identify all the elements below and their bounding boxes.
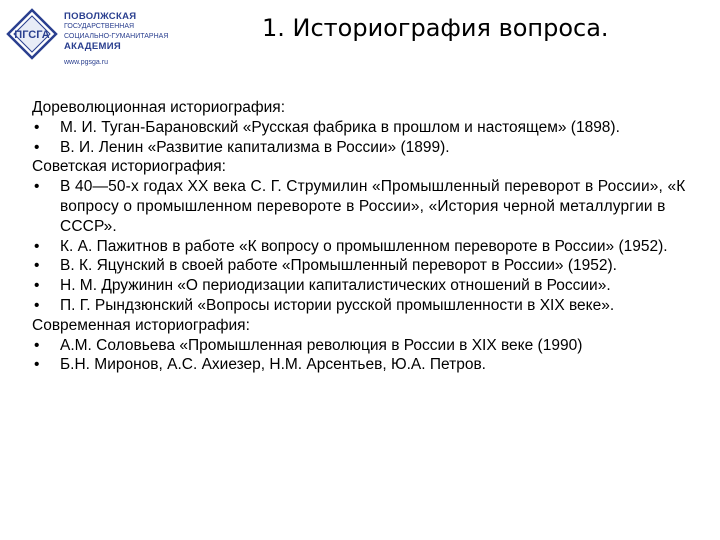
- logo-abbr: ПГСГА: [14, 29, 50, 41]
- bullet-icon: •: [34, 178, 40, 196]
- bullet-icon: •: [34, 118, 40, 136]
- bullet-icon: •: [34, 336, 40, 354]
- list-item: • Б.Н. Миронов, А.С. Ахиезер, Н.М. Арсентьев, Ю.А. Петров.: [34, 356, 486, 374]
- academy-logo: [6, 6, 169, 66]
- logo-url: www.pgsga.ru: [64, 59, 108, 66]
- bullet-icon: •: [34, 237, 40, 255]
- list-item: • Н. М. Дружинин «О периодизации капиталистических отношений в России».: [34, 277, 611, 295]
- logo-line-4: АКАДЕМИЯ: [64, 41, 121, 52]
- list-item: • В 40—50-х годах XX века С. Г. Струмилин «Промышленный переворот в России», «К вопросу о промышленном перевороте в России», «История черной металлургии в СССР».: [34, 178, 686, 235]
- bullet-icon: •: [34, 356, 40, 374]
- logo-line-3: СОЦИАЛЬНО-ГУМАНИТАРНАЯ: [64, 33, 169, 40]
- bullet-icon: •: [34, 257, 40, 275]
- list-item: • В. К. Яцунский в своей работе «Промышленный переворот в России» (1952).: [34, 257, 617, 275]
- bullet-icon: •: [34, 138, 40, 156]
- bullet-icon: •: [34, 296, 40, 314]
- list-item: • А.М. Соловьева «Промышленная революция в России в XIX веке (1990): [34, 336, 583, 354]
- section-heading-soviet: Советская историография:: [32, 158, 226, 176]
- academy-emblem-icon: [6, 8, 58, 60]
- logo-line-2: ГОСУДАРСТВЕННАЯ: [64, 23, 135, 30]
- section-heading-prerevolutionary: Дореволюционная историография:: [32, 99, 286, 116]
- section-heading-modern: Современная историография:: [32, 316, 250, 334]
- list-item: • К. А. Пажитнов в работе «К вопросу о промышленном перевороте в России» (1952).: [34, 237, 668, 255]
- logo-line-1: ПОВОЛЖСКАЯ: [64, 11, 137, 22]
- list-item: • М. И. Туган-Барановский «Русская фабрика в прошлом и настоящем» (1898).: [34, 118, 620, 136]
- list-item: • П. Г. Рындзюнский «Вопросы истории русской промышленности в XIX веке».: [34, 296, 615, 314]
- slide-content: [32, 98, 714, 375]
- slide-title: 1. Историография вопроса.: [262, 14, 609, 42]
- list-item: • В. И. Ленин «Развитие капитализма в России» (1899).: [34, 138, 450, 156]
- bullet-icon: •: [34, 277, 40, 295]
